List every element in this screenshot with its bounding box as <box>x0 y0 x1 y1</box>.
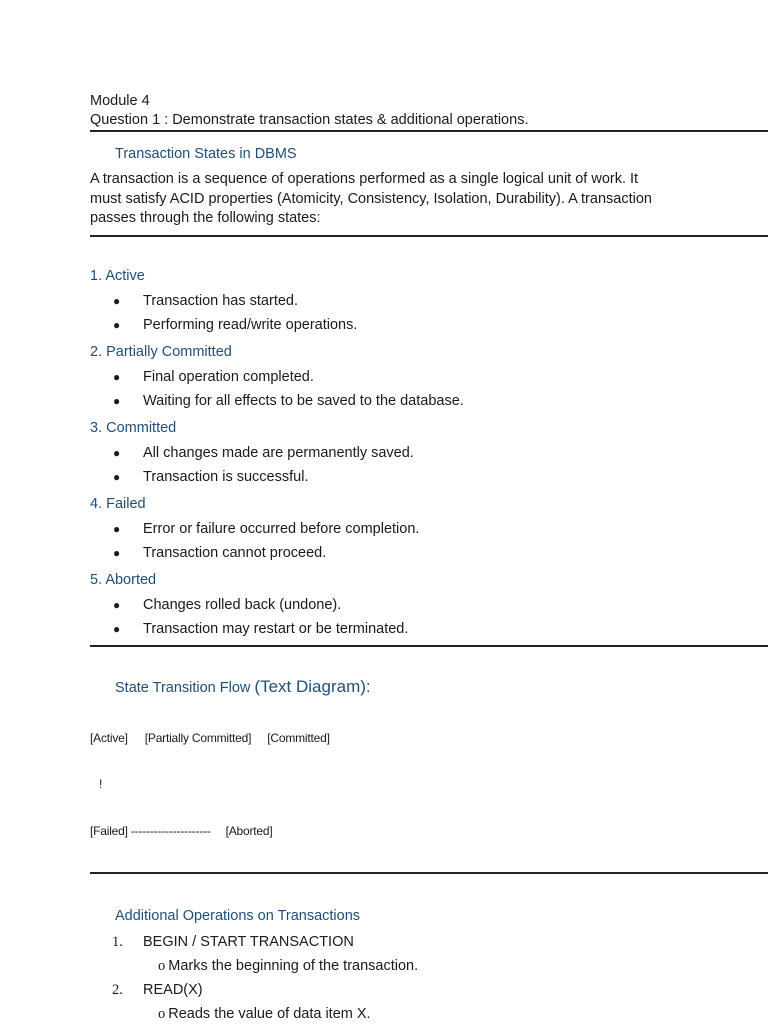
intro-line-1: A transaction is a sequence of operations performed as a single logical unit of work. It <box>90 171 639 187</box>
state-title: 5. Aborted <box>90 571 157 588</box>
bullet-icon: ● <box>113 317 121 332</box>
list-item: o Marks the beginning of the transaction. <box>158 958 419 974</box>
section-title-state-flow: State Transition Flow (Text Diagram): <box>115 676 371 696</box>
list-item: o Reads the value of data item X. <box>158 1006 371 1022</box>
list-item: ● Final operation completed. <box>90 365 768 389</box>
section-title-additional-ops: Additional Operations on Transactions <box>115 908 361 924</box>
intro-line-2: must satisfy ACID properties (Atomicity, Consistency, Isolation, Durability). A transaction <box>90 190 652 207</box>
operations-list <box>90 930 768 1026</box>
list-item: ● Transaction is successful. <box>90 465 768 489</box>
state-title: 4. Failed <box>90 495 146 512</box>
list-item: ● Transaction cannot proceed. <box>90 541 768 565</box>
list-item: ● Changes rolled back (undone). <box>90 593 768 617</box>
bullet-icon: ● <box>113 597 121 612</box>
list-item: ● Error or failure occurred before completion. <box>90 517 768 541</box>
list-item: ● Performing read/write operations. <box>90 313 768 337</box>
bullet-icon: ● <box>113 521 121 536</box>
section-title-transaction-states: Transaction States in DBMS <box>115 146 297 162</box>
bullet-icon: ● <box>113 445 121 460</box>
diagram-row-3 <box>90 824 768 840</box>
node-active: [Active] <box>90 730 128 745</box>
state-list <box>90 266 768 641</box>
bullet-icon: ● <box>113 621 121 636</box>
bullet-icon: ● <box>113 293 121 308</box>
list-item: ● Transaction may restart or be terminated. <box>90 617 768 641</box>
question-label: Question 1 : Demonstrate transaction states & additional operations. <box>90 112 529 128</box>
state-committed <box>90 418 768 489</box>
list-item: 1. BEGIN / START TRANSACTION <box>112 934 354 950</box>
document-page <box>90 92 768 1026</box>
intro-paragraph <box>90 170 690 229</box>
node-aborted: [Aborted] <box>225 823 273 838</box>
bullet-icon: ● <box>113 469 121 484</box>
list-item: ● All changes made are permanently saved. <box>90 441 768 465</box>
list-item: ● Waiting for all effects to be saved to the database. <box>90 389 768 413</box>
divider <box>90 645 768 647</box>
module-label: Module 4 <box>90 93 150 109</box>
node-failed: [Failed] --------------------- <box>90 823 211 838</box>
state-title: 3. Committed <box>90 419 177 436</box>
node-partially-committed: [Partially Committed] <box>144 730 252 745</box>
bullet-icon: ● <box>113 369 121 384</box>
intro-line-3: passes through the following states: <box>90 210 321 226</box>
state-title: 1. Active <box>90 267 145 284</box>
text-diagram <box>90 700 768 871</box>
state-title: 2. Partially Committed <box>90 343 232 360</box>
list-item: 2. READ(X) <box>112 982 203 998</box>
bullet-icon: ● <box>113 545 121 560</box>
state-failed <box>90 494 768 565</box>
divider <box>90 872 768 874</box>
state-active <box>90 266 768 337</box>
bullet-icon: ● <box>113 393 121 408</box>
list-item: ● Transaction has started. <box>90 289 768 313</box>
node-committed: [Committed] <box>267 730 330 745</box>
state-partially-committed <box>90 342 768 413</box>
divider <box>90 235 768 237</box>
diagram-row-1 <box>90 731 768 747</box>
state-aborted <box>90 570 768 641</box>
diagram-row-2: ! <box>99 777 103 791</box>
divider <box>90 130 768 132</box>
